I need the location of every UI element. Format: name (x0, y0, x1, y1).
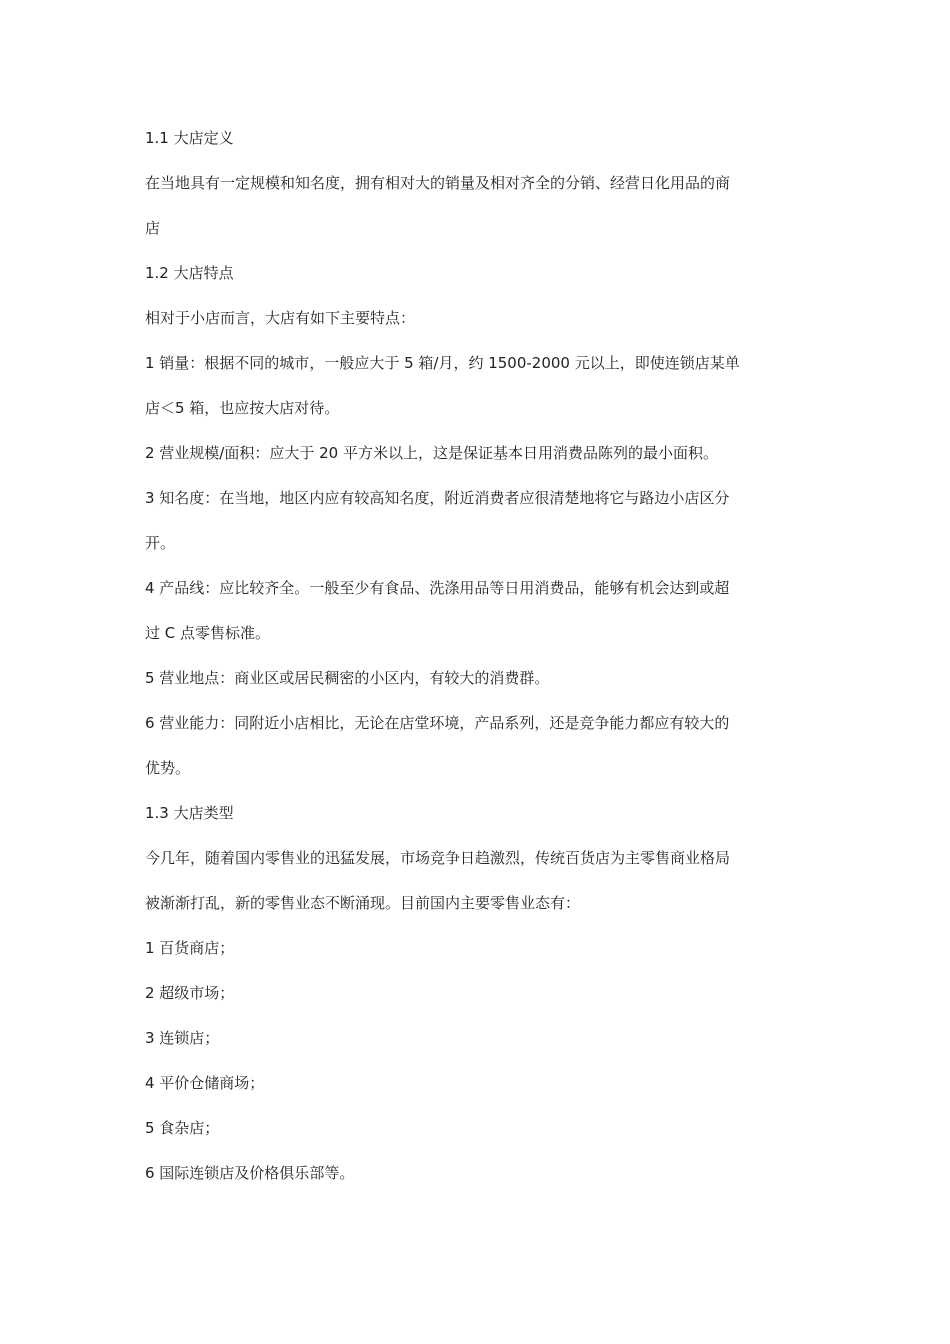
list-item: 1 销量：根据不同的城市，一般应大于 5 箱/月，约 1500-2000 元以上，即使连锁店某单 (145, 354, 740, 372)
list-item: 3 连锁店； (145, 1029, 220, 1047)
list-item: 1 百货商店； (145, 939, 235, 957)
section-heading-1-1: 1.1 大店定义 (145, 129, 234, 147)
list-item: 2 营业规模/面积：应大于 20 平方米以上，这是保证基本日用消费品陈列的最小面积。 (145, 444, 718, 462)
list-item-continuation: 过 C 点零售标准。 (145, 624, 271, 642)
list-item: 3 知名度：在当地，地区内应有较高知名度，附近消费者应很清楚地将它与路边小店区分 (145, 489, 730, 507)
list-item: 4 平价仓储商场； (145, 1074, 265, 1092)
paragraph-line: 今几年，随着国内零售业的迅猛发展，市场竞争日趋激烈，传统百货店为主零售商业格局 (145, 849, 731, 867)
section-heading-1-3: 1.3 大店类型 (145, 804, 234, 822)
list-item: 2 超级市场； (145, 984, 235, 1002)
list-item: 4 产品线：应比较齐全。一般至少有食品、洗涤用品等日用消费品，能够有机会达到或超 (145, 579, 730, 597)
list-item-continuation: 开。 (145, 534, 176, 552)
list-item-continuation: 优势。 (145, 759, 191, 777)
list-item: 5 营业地点：商业区或居民稠密的小区内，有较大的消费群。 (145, 669, 550, 687)
list-item: 5 食杂店； (145, 1119, 220, 1137)
list-item: 6 国际连锁店及价格俱乐部等。 (145, 1164, 355, 1182)
paragraph-line: 相对于小店而言，大店有如下主要特点： (145, 309, 416, 327)
list-item: 6 营业能力：同附近小店相比，无论在店堂环境，产品系列，还是竞争能力都应有较大的 (145, 714, 730, 732)
paragraph-line: 被渐渐打乱，新的零售业态不断涌现。目前国内主要零售业态有： (145, 894, 581, 912)
document-body (145, 116, 805, 1196)
section-heading-1-2: 1.2 大店特点 (145, 264, 234, 282)
paragraph-line: 在当地具有一定规模和知名度，拥有相对大的销量及相对齐全的分销、经营日化用品的商 (145, 174, 731, 192)
paragraph-line: 店 (145, 219, 161, 237)
list-item-continuation: 店＜5 箱，也应按大店对待。 (145, 399, 340, 417)
